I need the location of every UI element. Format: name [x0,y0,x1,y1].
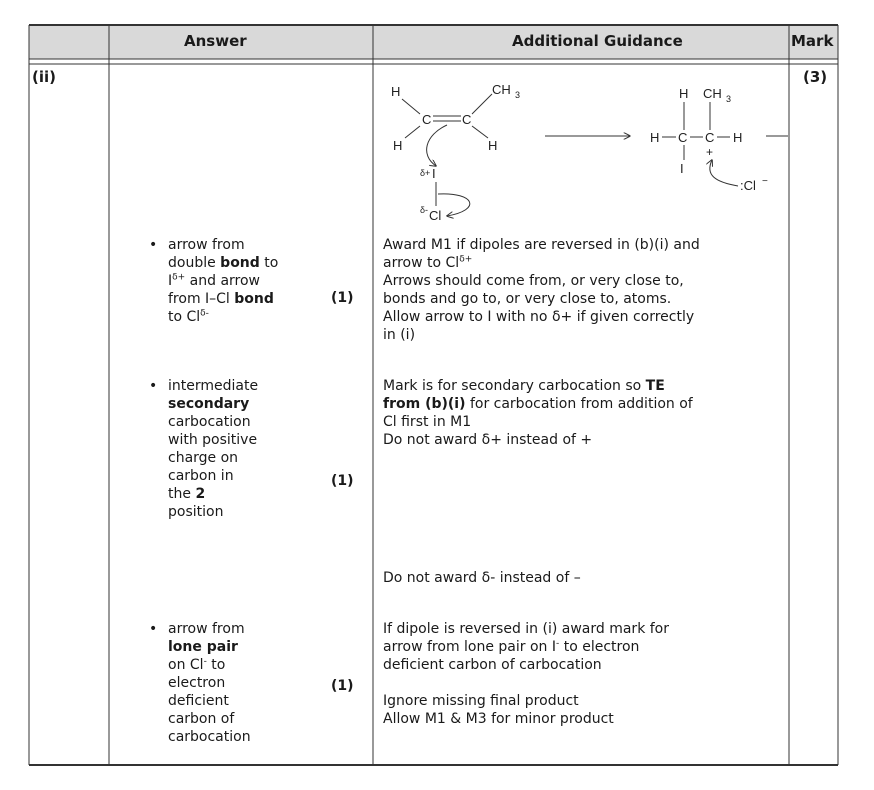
text-line: Allow arrow to I with no δ+ if given correctly [383,309,695,325]
text-line: with positive [168,432,258,448]
mech-delta-plus: δ+ [420,168,431,178]
text-line: Do not award δ- instead of – [383,570,581,586]
guidance-point-4 [383,620,783,728]
text-line: carbocation [168,729,251,745]
mid-plus-charge: + [706,145,714,159]
text-line: arrow from [168,237,245,253]
mech-h2: H [393,138,403,153]
text-line: Ignore missing final product [383,693,579,709]
mech-h1: H [391,84,401,99]
bullet-2: • [149,378,158,394]
mechanism-diagram [391,82,788,223]
mech-iodine: I [432,166,436,181]
text-line: arrow from [168,621,245,637]
mid-h-top: H [679,86,689,101]
mech-ch3-sub: 3 [515,90,521,100]
mark-point-2: (1) [331,473,354,489]
text-line: bonds and go to, or very close to, atoms. [383,291,672,307]
curly-arrow-pi-bond [427,125,447,166]
guidance-point-2 [383,377,783,449]
header-mark: Mark [791,32,834,50]
mech-h3: H [488,138,498,153]
question-number: (ii) [32,68,56,86]
curly-arrow-lone-pair [710,160,738,186]
text-line: carbocation [168,414,251,430]
text-line: secondary [168,396,250,412]
text-line: to $Cl^{\delta-}$ [168,308,209,325]
mid-c2: C [705,130,715,145]
text-line [383,674,783,692]
bullet-3: • [149,621,158,637]
answer-point-1 [168,236,318,326]
mark-point-1: (1) [331,290,354,306]
mid-ch3-sub: 3 [726,94,732,104]
text-line: Cl first in M1 [383,414,472,430]
text-line: deficient carbon of carbocation [383,657,602,673]
text-line: carbon in [168,468,234,484]
mid-chloride-charge: − [762,176,768,187]
text-line: position [168,504,224,520]
mid-ch3: CH [703,86,722,101]
text-line: Mark is for secondary carbocation so TE [383,378,665,394]
text-line: deficient [168,693,229,709]
text-line: arrow to $Cl^{\delta+}$ [383,254,473,271]
text-line: Allow M1 & M3 for minor product [383,711,614,727]
header-guidance: Additional Guidance [512,32,683,50]
mech-delta-minus: δ- [420,205,429,215]
guidance-point-3 [383,569,783,587]
mid-h-right: H [733,130,743,145]
mech-chlorine: Cl [429,208,442,223]
answer-point-2 [168,377,318,521]
mech-c1: C [422,112,432,127]
text-line: lone pair [168,639,238,655]
text-line: the 2 [168,486,206,502]
header-answer: Answer [184,32,247,50]
mid-chloride: :Cl [740,178,756,193]
text-line: electron [168,675,226,691]
mid-c1: C [678,130,688,145]
text-line: in (i) [383,327,416,343]
text-line: from (b)(i) for carbocation from addition of [383,396,693,412]
mech-ch3: CH [492,82,511,97]
guidance-point-1 [383,236,783,344]
curly-arrow-i-cl-bond [438,194,470,216]
text-line: Award M1 if dipoles are reversed in (b)(i) and [383,237,700,253]
mid-iodine: I [680,161,684,176]
text-line: on Cl- to [168,656,226,673]
text-line: intermediate [168,378,259,394]
bullet-1: • [149,237,158,253]
text-line: Do not award δ+ instead of + [383,432,593,448]
text-line: arrow from lone pair on I- to electron [383,638,640,655]
text-line: $I^{\delta+}$ and arrow [168,272,260,289]
text-line: from I–Cl bond [168,291,274,307]
total-mark: (3) [803,68,828,86]
text-line: If dipole is reversed in (i) award mark for [383,621,669,637]
text-line: charge on [168,450,239,466]
answer-point-3 [168,620,318,746]
text-line: Arrows should come from, or very close to, [383,273,684,289]
mark-point-3: (1) [331,678,354,694]
text-line: double bond to [168,255,279,271]
header-cell-1 [29,25,109,59]
mech-c2: C [462,112,472,127]
text-line: carbon of [168,711,235,727]
mid-h-left: H [650,130,660,145]
